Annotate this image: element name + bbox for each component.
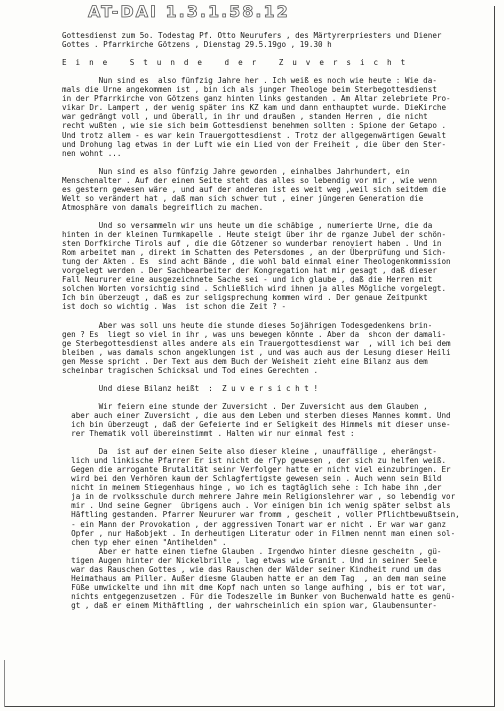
- paragraph: [62, 76, 490, 157]
- text-line: Aber er hatte einen tiefne Glauben . Irgendwo hinter diesne gescheitn , gü-: [62, 546, 442, 556]
- text-line: war das Rauschen Gottes , wie das Rauschen der Wälder seiner Kindheit rund um das: [62, 564, 442, 574]
- paragraph-container: [62, 76, 490, 610]
- page-border-right: [494, 6, 495, 706]
- document-title: E i n e S t u n d e d e r Z u v e r s i c h t: [62, 58, 408, 68]
- text-line: Fall Neururer eine ausgezeichnete Sache sei - und ich glaube , daß die Herren mit: [62, 275, 433, 285]
- text-line: bleiben , was damals schon angeklungen ist , und was auch aus der Lesung dieser Heili: [62, 347, 451, 357]
- text-line: Menschenalter . Auf der einen Seite steht das alles so lebendig vor mir , wie wenn: [62, 175, 437, 185]
- text-line: vikar Dr. Lampert , der wenig später ins KZ kam und dann enthauptet wurde. DieKirche: [62, 103, 447, 113]
- archive-stamp: AT-DAI 1.3.1.58.12: [88, 2, 290, 21]
- text-line: Rom arbeitet man , direkt im Schatten des Petersdomes , an der Überprüfung und Sich-: [62, 248, 447, 258]
- text-line: Häftling gestanden. Pfarrer Neururer war fromm , gescheit , voller Pflichtbewußtsein,: [62, 510, 460, 520]
- text-line: Opfer , nur Haßobjekt . In derheutigen Literatur oder in Filmen nennt man einen sol-: [62, 528, 456, 538]
- header-line: Gottes . Pfarrkirche Götzens , Dienstag 29.5.19go , 19.30 h: [62, 40, 332, 50]
- text-line: Atmosphäre von damals begreiflich zu machen.: [62, 202, 264, 212]
- paragraph: [62, 321, 490, 375]
- document-body: [62, 31, 490, 610]
- text-line: gen ? Es liegt so viel in ihr , was uns bewegen könnte . Aber da shcon der damali-: [62, 329, 447, 339]
- text-line: Wir feiern eine stunde der Zuversicht . Der Zuversicht aus dem Glauben ,: [62, 401, 428, 411]
- text-line: ich bin überzeugt , daß der Gefeierte ind er Seligkeit des Himmels mit dieser unse-: [62, 420, 451, 430]
- text-line: recht wußten , wie sie sich beim Gottesdienst benehmen sollten : Spione der Getapo .: [62, 121, 447, 131]
- text-line: vorgelegt werden . Der Sachbearbeiter der Kongregation hat mir gesagt , daß dieser: [62, 266, 437, 276]
- paragraph: [62, 167, 490, 212]
- text-line: nicht in meinem Stiegenhaus hinge , wo ich es tagtäglich sehe : Ich habe ihn ,der: [62, 483, 442, 493]
- text-line: mir . Und seine Gegner übrigens auch . Vor einigen bin ich wenig später selbst als: [62, 501, 451, 511]
- header-line: Gottesdienst zum 5o. Todestag Pf. Otto Neurufers , des Märtyrerpriesters und Diener: [62, 31, 442, 40]
- text-line: Da ist auf der einen Seite also dieser kleine , unauffällige , eherängst-: [62, 447, 437, 457]
- text-line: sten Dorfkirche Tirols auf , die die Götzener so wunderbar renoviert haben . Und in: [62, 239, 442, 249]
- text-line: hinten in der kleinen Turmkapelle . Heute steigt über ihr de rganze Jubel der schön-: [62, 230, 447, 240]
- text-line: und Drohung lag etwas in der Luft wie ein Lied von der Freiheit , die über den Ster-: [62, 139, 447, 149]
- text-line: ge Sterbegottesdienst alles andere als ein Trauergottesdienst war , will ich bei dem: [62, 338, 451, 348]
- text-line: tigen Augen hinter der Nickelbrille , lag etwas wie Granit . Und in seiner Seele: [62, 555, 437, 565]
- paragraph: [62, 221, 490, 311]
- page-border-bottom: [4, 706, 495, 707]
- text-line: Aber was soll uns heute die stunde dieses 5ojährigen Todesgedenkens brin-: [62, 320, 433, 330]
- text-line: rer Thematik voll übereinstimmt . Halten wir nur einmal fest :: [62, 429, 355, 439]
- text-line: Gegen die arrogante Brutalität seinr Verfolger hatte er nicht viel einzubringen. Er: [62, 465, 451, 475]
- page-border-left: [4, 660, 5, 707]
- text-line: aber auch einer Zuversicht , die aus dem Leben und sterben dieses Mannes kommt. Und: [62, 410, 451, 420]
- text-line: solchen Worten vorsichtig sind . Schließlich wird ihnen ja alles Mögliche vorgelegt.: [62, 284, 447, 294]
- text-line: mals die Urne angekommen ist , bin ich als junger Theologe beim Sterbegottesdienst: [62, 85, 437, 95]
- text-line: Ich bin überzeugt , daß es zur seligsprechung kommen wird . Der genaue Zeitpunkt: [62, 293, 428, 303]
- text-line: Und diese Bilanz heißt : Z u v e r s i c h t !: [62, 383, 319, 393]
- text-line: nen wohnt ...: [62, 148, 122, 158]
- text-line: wird bei den Verhören kaum der Schlagfertigste gewesen sein . Auch wenn sein Bild: [62, 474, 442, 484]
- text-line: Welt so verändert hat , daß man sich schwer tut , einer jüngeren Generation die: [62, 193, 424, 203]
- text-line: tung der Akten . Es sind acht Bände , die wohl bald einmal einer Theologenkommission: [62, 257, 451, 267]
- text-line: es gestern gewesen wäre , und auf der anderen ist es weit weg ,weil sich seitdem die: [62, 184, 447, 194]
- text-line: chen typ eher einen "Antihelden" .: [62, 537, 227, 547]
- text-line: war gedrängt voll , und überall, in ihr und draußen , standen Herren , die nicht: [62, 112, 428, 122]
- text-line: ja in de rvolksschule durch mehrere Jahre mein Religionslehrer war , so lebendig vor: [62, 492, 456, 502]
- text-line: lich und linkische Pfarrer Er ist nicht de rTyp gewesen , der sich zu helfen weiß.: [62, 456, 447, 466]
- text-line: Und so versammeln wir uns heute um die schäbige , numerierte Urne, die da: [62, 220, 433, 230]
- text-line: gt , daß er einem Mithäftling , der wahrscheinlich ein spion war, Glaubensunter-: [62, 600, 437, 610]
- text-line: - ein Mann der Provokation , der aggressiven Tonart war er nicht . Er war war ganz: [62, 519, 447, 529]
- text-line: in der Pfarrkirche von Götzens ganz hinten links gestanden . Am Altar zelebriete Pro-: [62, 94, 451, 104]
- paragraph: [62, 402, 490, 438]
- paragraph: [62, 384, 490, 393]
- text-line: nichts entgegenzusetzen . Für die Todeszelle im Bunker von Buchenwald hatte es genü-: [62, 591, 456, 601]
- paragraph: [62, 447, 490, 610]
- text-line: Füße umwickelte und ihn mit dme Kopf nach unten so lange aufhing , bis er tot war,: [62, 582, 447, 592]
- text-line: gen Messe spricht . Der Text aus dem Buch der Weisheit zieht eine Bilanz aus dem: [62, 356, 428, 366]
- text-line: scheinbar tragischen Schicksal und Tod eines Gerechten .: [62, 365, 319, 375]
- text-line: ist doch so wichtig . Was ist schon die Zeit ? -: [62, 302, 287, 312]
- text-line: Und trotz allem - es war kein Trauergottesdienst . Trotz der allgegenwärtigen Gewalt: [62, 130, 447, 140]
- text-line: Heimathaus am Piller. Außer diesme Glauben hatte er an dem Tag , an dem man seine: [62, 573, 447, 583]
- text-line: Nun sind es also fünfzig Jahre geworden , einhalbes Jahrhundert, ein: [62, 166, 410, 176]
- text-line: Nun sind es also fünfzig Jahre her . Ich weiß es noch wie heute : Wie da-: [62, 76, 437, 86]
